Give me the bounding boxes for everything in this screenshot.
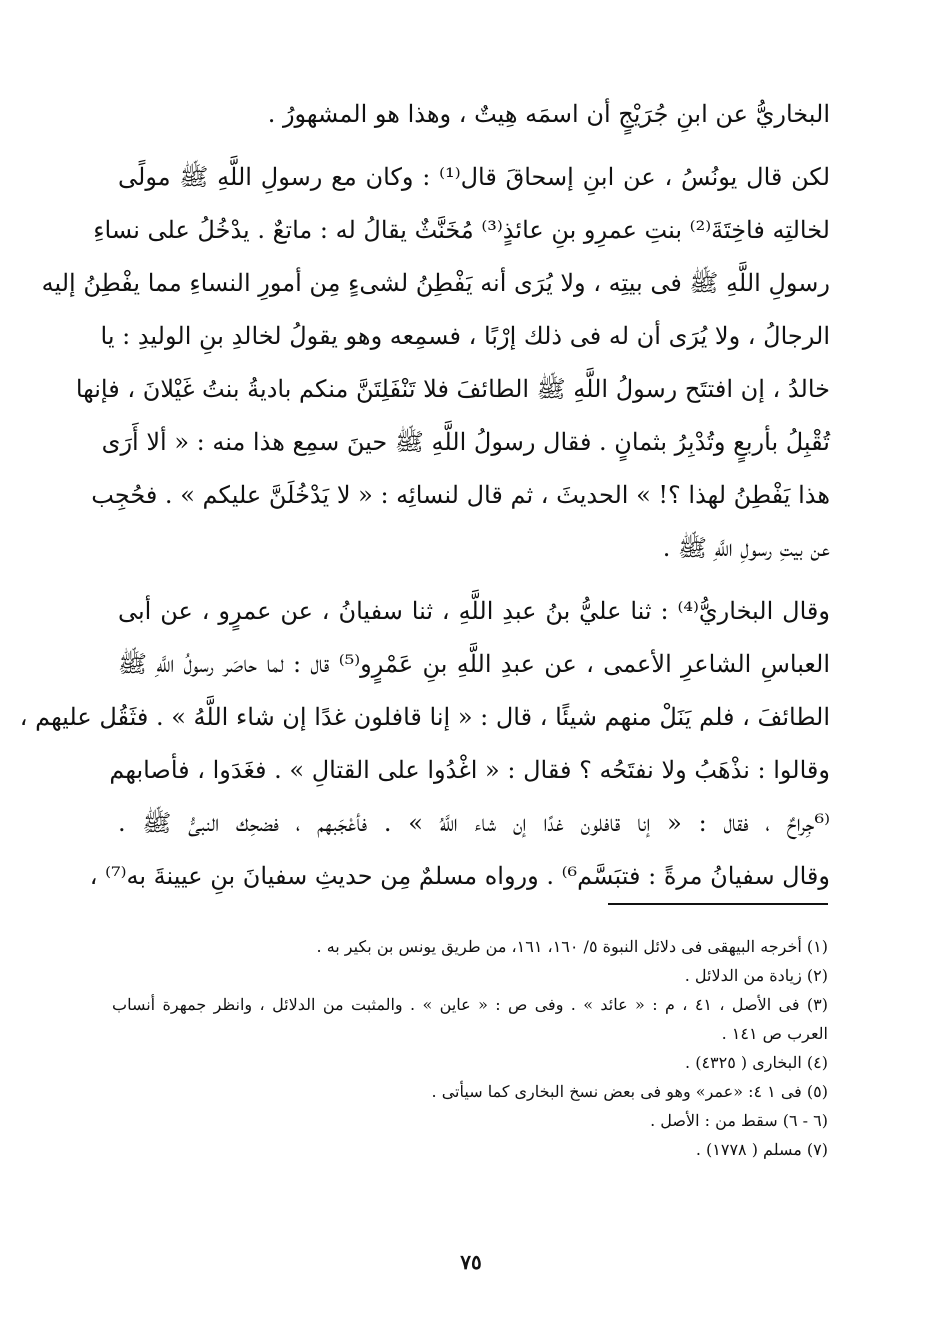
footnote: (٥) فى ١ ٤: «عمر» وهو فى بعض نسخ البخارى كما سيأتى . xyxy=(431,1082,828,1101)
text-line: وقالوا : نذْهَبُ ولا نفتَحُه ؟ فقال : « اغْدُوا على القتالِ » . فغَدَوا ، فأصابهم xyxy=(109,756,830,784)
text-line: تُقْبِلُ بأربعٍ وتُدْبِرُ بثمانٍ . فقال رسولُ اللَّهِ ﷺ حينَ سمِع هذا منه : « ألا أَرَى xyxy=(101,428,830,456)
text-line: رسولِ اللَّهِ ﷺ فى بيتِه ، ولا يُرَى أنه يَفْطِنُ لشىءٍ مِن أمورِ النساءِ مما يفْطِنُ إليه xyxy=(41,269,830,297)
footnote: (٢) زيادة من الدلائل . xyxy=(684,966,828,985)
text-line: هذا يَفْطِنُ لهذا ؟! » الحديثَ ، ثم قال لنسائِه : « لا يَدْخُلَنَّ عليكم » . فحُجِب xyxy=(91,481,830,509)
text-line: خالدُ ، إن افتتَح رسولُ اللَّهِ ﷺ الطائفَ فلا تَنْفَلِتَنَّ منكم باديةُ بنتُ غَيْلانَ ، فإنها xyxy=(75,375,830,403)
text-line: وقال البخاريُّ⁽⁴⁾ : ثنا عليُّ بنُ عبدِ اللَّهِ ، ثنا سفيانُ ، عن عمرٍو ، عن أبى xyxy=(118,597,830,625)
footnote-continuation: العرب ص ١٤١ . xyxy=(721,1024,828,1043)
text-line: وقال سفيانُ مرةً : فتبَسَّم⁶⁾ . ورواه مسلمٌ مِن حديثِ سفيانَ بنِ عيينةَ به⁽⁷⁾ ، xyxy=(89,862,830,890)
text-line: لكن قال يونُسُ ، عن ابنِ إسحاقَ قال⁽¹⁾ : وكان مع رسولِ اللَّهِ ﷺ مولًى xyxy=(118,163,831,191)
paragraph-gap xyxy=(118,575,830,585)
footnotes xyxy=(112,932,828,1164)
text-line: البخاريُّ عن ابنِ جُرَيْجٍ أن اسمَه هِيتٌ ، وهذا هو المشهورُ . xyxy=(267,100,830,128)
text-line: العباسِ الشاعرِ الأعمى ، عن عبدِ اللَّهِ بنِ عَمْرٍو⁽⁵⁾ قال : لما حاصَر رسولُ اللَّهِ ﷺ xyxy=(118,650,830,678)
paragraph-gap xyxy=(118,141,830,151)
footnote: (٦ - ٦) سقط من : الأصل . xyxy=(650,1111,828,1130)
text-line: ⁽⁶جِراحٌ ، فقال : « إنا قافلون غدًا إن شاء اللَّهُ » . فأعْجَبهم ، فضحِك النبىُّ ﷺ . xyxy=(118,809,830,837)
footnote: (١) أخرجه البيهقى فى دلائل النبوة ٥/ ١٦٠، ١٦١، من طريق يونس بن بكير به . xyxy=(316,937,828,956)
footnote: (٧) مسلم ( ١٧٧٨) . xyxy=(695,1140,828,1159)
page-number: ٧٥ xyxy=(460,1250,482,1274)
footnote-separator xyxy=(608,903,828,905)
footnote: (٤) البخارى ( ٤٣٢٥) . xyxy=(685,1053,828,1072)
footnote: (٣) فى الأصل ، ٤١ ، م : « عائد » . وفى ص : « عاين » . والمثبت من الدلائل ، وانظر جمهرة أنساب xyxy=(112,995,828,1014)
main-text xyxy=(19,88,831,903)
text-line: الطائفَ ، فلم يَنَلْ منهم شيئًا ، قال : « إنا قافلون غدًا إن شاء اللَّهُ » . فثَقُل عليهم ، xyxy=(19,703,830,731)
text-line: عن بيتِ رسولِ اللَّهِ ﷺ . xyxy=(662,534,830,562)
text-line: الرجالُ ، ولا يُرَى أن له فى ذلك إرْبًا ، فسمِعه وهو يقولُ لخالدِ بنِ الوليدِ : يا xyxy=(100,322,830,350)
text-line: لخالتِه فاخِتَةَ⁽²⁾ بنتِ عمرِو بنِ عائذٍ⁽³⁾ مُخَنَّثٌ يقالُ له : ماتعٌ . يدْخُلُ على نساءِ xyxy=(93,216,830,244)
